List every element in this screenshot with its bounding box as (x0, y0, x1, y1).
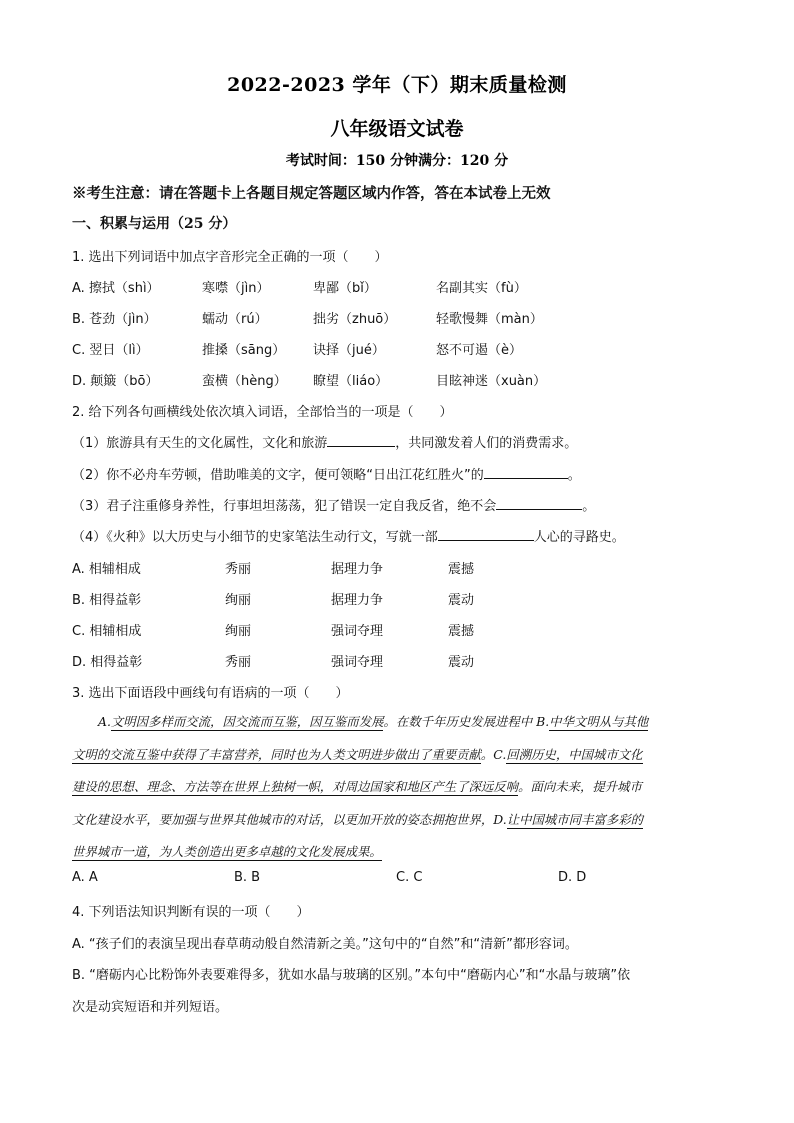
q1-word: 拙劣（zhuō） (313, 312, 397, 327)
q1-option: D. 颠簸（bō） (72, 374, 159, 389)
q2-word: 震动 (448, 593, 475, 608)
passage-line: A.文明因多样而交流，因交流而互鉴，因互鉴而发展。在数千年历史发展进程中 B.中华文明从与其他 (98, 714, 649, 729)
q1-word: 蠕动（rú） (202, 312, 268, 327)
q2-word: 绚丽 (225, 593, 252, 608)
underlined-sentence-c: 回溯历史，中国城市文化 (506, 746, 643, 762)
q4-option-b-cont: 次是动宾短语和并列短语。 (72, 1000, 229, 1015)
passage-line: 建设的思想、理念、方法等在世界上独树一帜，对周边国家和地区产生了深远反响。面向未来，提升城市 (72, 779, 642, 794)
exam-subtitle: 八年级语文试卷 (330, 118, 464, 140)
q2-word: 秀丽 (225, 655, 252, 670)
q1-word: 推搡（sāng） (202, 343, 286, 358)
q2-sentence-1: （1）旅游具有天生的文化属性，文化和旅游 ，共同激发着人们的消费需求。 (72, 432, 577, 451)
exam-notice: ※考生注意：请在答题卡上各题目规定答题区域内作答，答在本试卷上无效 (72, 185, 551, 202)
q2-option: D. 相得益彰 (72, 655, 143, 670)
q1-word: 轻歌慢舞（màn） (436, 312, 543, 327)
question-1-stem: 1. 选出下列词语中加点字音形完全正确的一项（ ） (72, 250, 388, 265)
q2-sentence-3: （3）君子注重修身养性，行事坦坦荡荡，犯了错误一定自我反省，绝不会 。 (72, 495, 595, 514)
q3-option-a: A. A (72, 870, 98, 885)
q1-word: 诀择（jué） (313, 343, 385, 358)
q2-sentence-2: （2）你不必舟车劳顿，借助唯美的文字，便可领略“日出江花红胜火”的 。 (72, 464, 581, 483)
question-3-stem: 3. 选出下面语段中画线句有语病的一项（ ） (72, 686, 349, 701)
q3-passage (72, 706, 722, 869)
q1-word: 瞭望（liáo） (313, 374, 389, 389)
q1-word: 卑鄙（bǐ） (313, 281, 377, 296)
q4-option-b: B. “磨砺内心比粉饰外表要难得多，犹如水晶与玻璃的区别。”本句中“磨砺内心”和“水晶与玻璃”依 (72, 968, 631, 983)
q2-word: 震动 (448, 655, 475, 670)
underlined-sentence-a: 文明因多样而交流，因交流而互鉴，因互鉴而发展 (110, 714, 384, 729)
underlined-sentence-b: 中华文明从与其他 (549, 714, 649, 729)
answer-blank[interactable] (438, 526, 534, 541)
exam-info: 考试时间：150 分钟满分：120 分 (285, 153, 509, 169)
passage-line (72, 836, 722, 869)
underlined-sentence-b: 文明的交流互鉴中获得了丰富营养，同时也为人类文明进步做出了重要贡献 (72, 746, 481, 762)
q1-word: 名副其实（fù） (436, 281, 527, 296)
q2-word: 震撼 (448, 624, 475, 639)
passage-line: 文化建设水平，要加强与世界其他城市的对话，以更加开放的姿态拥抱世界，D.让中国城市同丰富多彩的 (72, 811, 644, 827)
exam-title: 2022-2023 学年（下）期末质量检测 (227, 74, 567, 96)
q1-option: B. 苍劲（jìn） (72, 312, 157, 327)
q1-word: 怒不可遏（è） (436, 343, 522, 358)
q3-option-c: C. C (396, 870, 423, 885)
q1-option: A. 擦拭（shì） (72, 281, 160, 296)
q3-option-d: D. D (558, 870, 587, 885)
q2-option: B. 相得益彰 (72, 593, 142, 608)
q2-option: A. 相辅相成 (72, 562, 141, 577)
q1-option: C. 翌日（lì） (72, 343, 149, 358)
q4-option-a: A. “孩子们的表演呈现出春草萌动般自然清新之美。”这句中的“自然”和“清新”都形容词。 (72, 937, 578, 952)
q2-word: 强词夺理 (331, 655, 384, 670)
q2-word: 秀丽 (225, 562, 252, 577)
q1-word: 蛮横（hèng） (202, 374, 287, 389)
answer-blank[interactable] (327, 432, 395, 447)
q2-word: 据理力争 (331, 593, 384, 608)
q1-word: 寒噤（jìn） (202, 281, 270, 296)
q3-option-b: B. B (234, 870, 261, 885)
underlined-sentence-d: 让中国城市同丰富多彩的 (506, 811, 644, 827)
question-2-stem: 2. 给下列各句画横线处依次填入词语，全部恰当的一项是（ ） (72, 405, 453, 420)
q2-option: C. 相辅相成 (72, 624, 142, 639)
q2-word: 绚丽 (225, 624, 252, 639)
section-title: 一、积累与运用（25 分） (72, 216, 237, 232)
answer-blank[interactable] (484, 464, 568, 479)
q2-sentence-4: （4）《火种》以大历史与小细节的史家笔法生动行文，写就一部 人心的寻路史。 (72, 526, 625, 545)
q2-word: 强词夺理 (331, 624, 384, 639)
q2-word: 震撼 (448, 562, 475, 577)
passage-line: 文明的交流互鉴中获得了丰富营养，同时也为人类文明进步做出了重要贡献。C.回溯历史，中国城市文化 (72, 746, 643, 762)
question-4-stem: 4. 下列语法知识判断有误的一项（ ） (72, 905, 310, 920)
q2-word: 据理力争 (331, 562, 384, 577)
underlined-sentence-d: 世界城市一道，为人类创造出更多卓越的文化发展成果。 (72, 844, 382, 859)
answer-blank[interactable] (496, 495, 582, 510)
underlined-sentence-c: 建设的思想、理念、方法等在世界上独树一帜，对周边国家和地区产生了深远反响 (72, 779, 519, 794)
q1-word: 目眩神迷（xuàn） (436, 374, 547, 389)
